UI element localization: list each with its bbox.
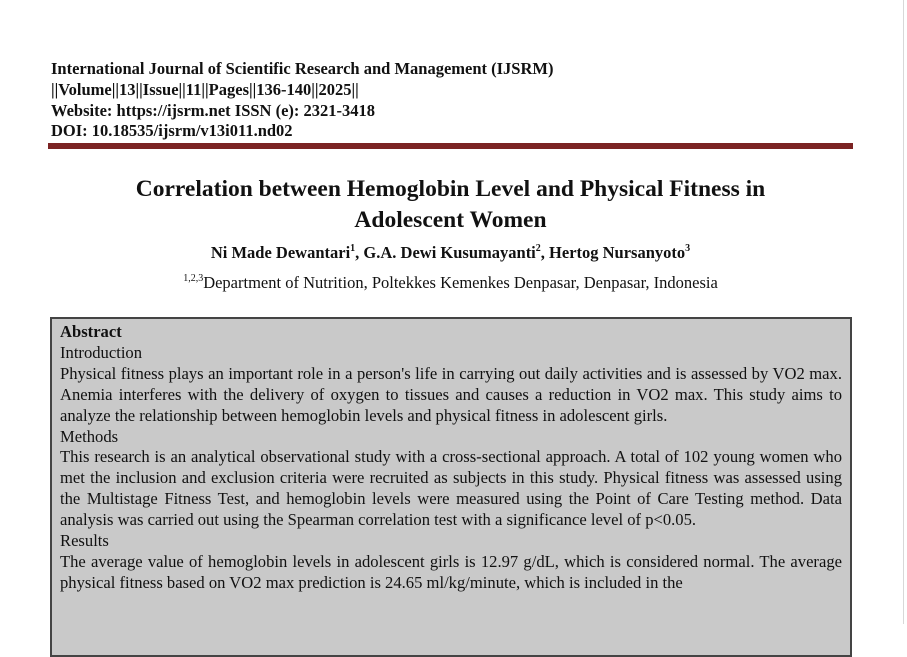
- author-affiliation-mark: 3: [685, 243, 691, 254]
- journal-name: International Journal of Scientific Research and Management (IJSRM): [51, 59, 554, 78]
- affiliation-text: Department of Nutrition, Poltekkes Kemenkes Denpasar, Denpasar, Indonesia: [203, 273, 718, 292]
- title-line-1: Correlation between Hemoglobin Level and Physical Fitness in: [135, 176, 766, 202]
- author-name: G.A. Dewi Kusumayanti: [363, 243, 536, 262]
- paper-title: [48, 174, 853, 236]
- affiliation: [48, 272, 853, 294]
- author-list: [48, 242, 853, 264]
- affiliation-mark: 1,2,3: [183, 273, 204, 284]
- results-text: The average value of hemoglobin levels in adolescent girls is 12.97 g/dL, which is considered normal. The average physical fitness based on VO2 max prediction is 24.65 ml/kg/minute, which is included in the: [60, 551, 842, 592]
- website-issn-line: Website: https://ijsrm.net ISSN (e): 2321-3418: [51, 100, 376, 120]
- abstract-box: [50, 317, 852, 657]
- results-heading: Results: [60, 531, 109, 551]
- author-separator: ,: [540, 243, 550, 262]
- page-edge-line: [903, 0, 904, 624]
- introduction-text: Physical fitness plays an important role in a person's life in carrying out daily activities and is assessed by VO2 max. Anemia interferes with the delivery of oxygen to tissues and causes a reduction in VO2 max. This study aims to analyze the relationship between hemoglobin levels and physical fitness in adolescent girls.: [60, 363, 842, 425]
- author-name: Hertog Nursanyoto: [549, 243, 686, 262]
- introduction-heading: Introduction: [60, 342, 143, 362]
- author-affiliation-mark: 2: [535, 243, 541, 254]
- author-affiliation-mark: 1: [350, 243, 356, 254]
- volume-issue-line: ||Volume||13||Issue||11||Pages||136-140||2025||: [51, 79, 359, 99]
- header-rule: [48, 143, 853, 149]
- abstract-heading: Abstract: [60, 322, 122, 341]
- author-name: Ni Made Dewantari: [210, 243, 351, 262]
- author-separator: ,: [355, 243, 364, 262]
- title-line-2: Adolescent Women: [354, 207, 547, 233]
- journal-header: [51, 59, 851, 142]
- methods-heading: Methods: [60, 426, 119, 446]
- methods-text: This research is an analytical observational study with a cross-sectional approach. A total of 102 young women who met the inclusion and exclusion criteria were recruited as subjects in this study. Physical fitness was assessed using the Multistage Fitness Test, and hemoglobin levels were measured using the Point of Care Testing method. Data analysis was carried out using the Spearman correlation test with a significance level of p<0.05.: [60, 447, 842, 530]
- doi-line: DOI: 10.18535/ijsrm/v13i011.nd02: [51, 121, 293, 141]
